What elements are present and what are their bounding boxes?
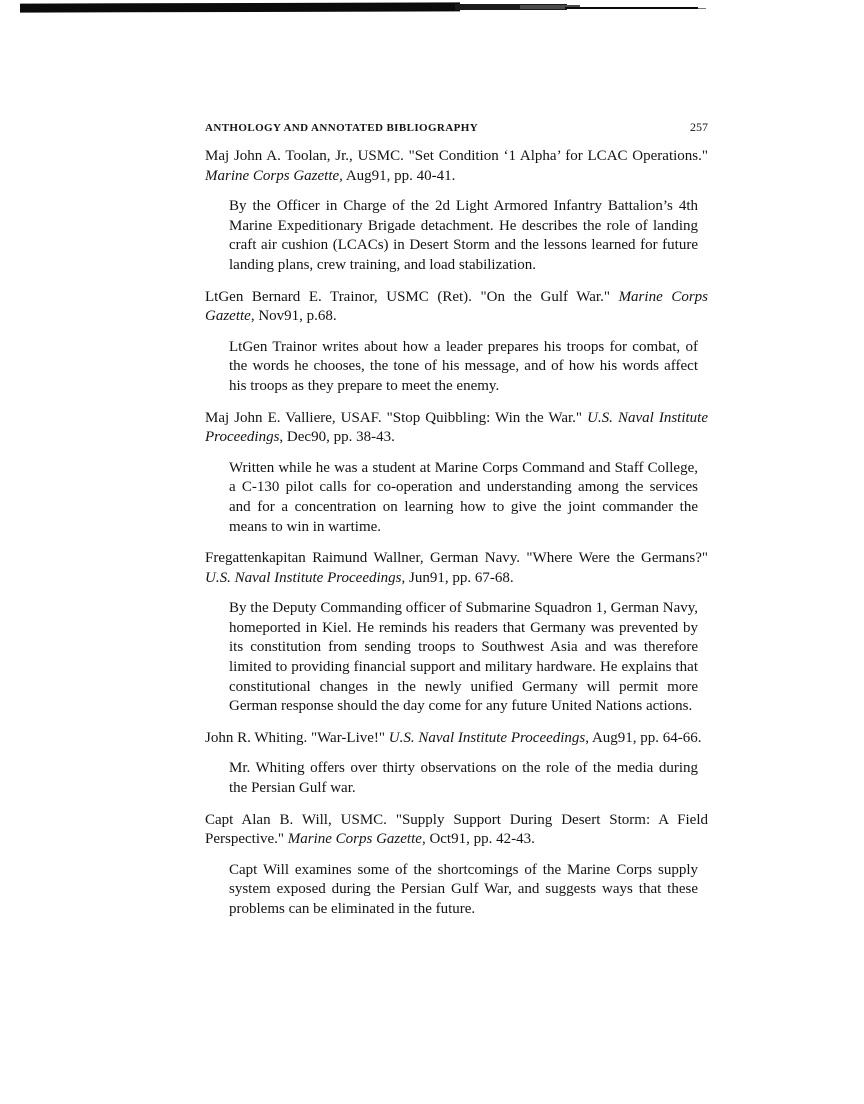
journal-title: U.S. Naval Institute Proceedings xyxy=(388,729,586,746)
citation xyxy=(205,729,708,749)
citation-text: Maj John A. Toolan, Jr., USMC. "Set Condition ‘1 Alpha’ for LCAC Operations." xyxy=(205,148,708,164)
bibliography-entry xyxy=(205,288,708,397)
page-number: 257 xyxy=(690,120,708,134)
citation-text: , Oct91, pp. 42-43. xyxy=(421,831,535,848)
citation-text: , Aug91, pp. 40-41. xyxy=(339,167,456,184)
journal-title: Marine Corps Gazette xyxy=(205,288,708,325)
bibliography-entry xyxy=(205,729,708,799)
journal-title: U.S. Naval Institute Proceedings xyxy=(205,409,708,446)
citation-text: John R. Whiting. "War-Live!" xyxy=(205,729,389,746)
page-content xyxy=(205,120,708,920)
annotation: By the Deputy Commanding officer of Submarine Squadron 1, German Navy, homeported in Kiel. He reminds his readers that Germany was prevented by its constitution from sending troops to Southwest Asia and was therefore limited to providing financial support and military hardware. He explains that constitutional changes in the newly unified Germany will permit more German response should the day come for any future United Nations actions. xyxy=(229,600,698,715)
journal-title: Marine Corps Gazette xyxy=(205,167,340,184)
annotation: By the Officer in Charge of the 2d Light Armored Infantry Battalion’s 4th Marine Expeditionary Brigade detachment. He describes the role of landing craft air cushion (LCACs) in Desert Storm and the lessons learned for future landing plans, crew training, and load stabilization. xyxy=(229,198,698,273)
annotation: LtGen Trainor writes about how a leader prepares his troops for combat, of the words he chooses, the tone of his message, and of how his words affect his troops as they prepare to meet the enemy. xyxy=(229,338,698,394)
bibliography-entry xyxy=(205,147,708,276)
citation-text: Maj John E. Valliere, USAF. "Stop Quibbling: Win the War." xyxy=(205,409,588,426)
citation-text: , Nov91, p.68. xyxy=(250,308,337,325)
citation xyxy=(205,549,708,588)
bibliography-entry xyxy=(205,409,708,538)
annotation: Capt Will examines some of the shortcomings of the Marine Corps supply system exposed during the Persian Gulf War, and suggests ways that these problems can be eliminated in the future. xyxy=(229,861,698,917)
citation xyxy=(205,811,708,850)
citation-text: Fregattenkapitan Raimund Wallner, German Navy. "Where Were the Germans?" xyxy=(205,550,708,567)
citation xyxy=(205,147,708,186)
annotation: Written while he was a student at Marine Corps Command and Staff College, a C-130 pilot calls for co-operation and understanding among the services and for a concentration on learning how to give the joint commander the means to win in wartime. xyxy=(229,459,698,535)
citation-text: , Jun91, pp. 67-68. xyxy=(401,569,514,586)
scan-artifact-streak xyxy=(20,2,460,12)
citation-text: LtGen Bernard E. Trainor, USMC (Ret). "On the Gulf War." xyxy=(205,288,619,305)
journal-title: Marine Corps Gazette xyxy=(287,831,422,848)
scan-artifact-streak xyxy=(565,7,698,9)
scan-artifact-streak xyxy=(698,8,706,9)
bibliography-entry xyxy=(205,811,708,920)
running-header-title: ANTHOLOGY AND ANNOTATED BIBLIOGRAPHY xyxy=(205,122,479,134)
annotation: Mr. Whiting offers over thirty observations on the role of the media during the Persian Gulf war. xyxy=(229,760,698,797)
citation xyxy=(205,288,708,327)
citation-text: Capt Alan B. Will, USMC. "Supply Support During Desert Storm: A Field Perspective." xyxy=(205,811,708,848)
citation-text: , Dec90, pp. 38-43. xyxy=(279,429,395,446)
running-header xyxy=(205,120,708,135)
bibliography-entry xyxy=(205,549,708,717)
entries xyxy=(205,147,708,920)
citation xyxy=(205,409,708,448)
citation-text: , Aug91, pp. 64-66. xyxy=(585,729,702,746)
journal-title: U.S. Naval Institute Proceedings xyxy=(205,569,402,586)
